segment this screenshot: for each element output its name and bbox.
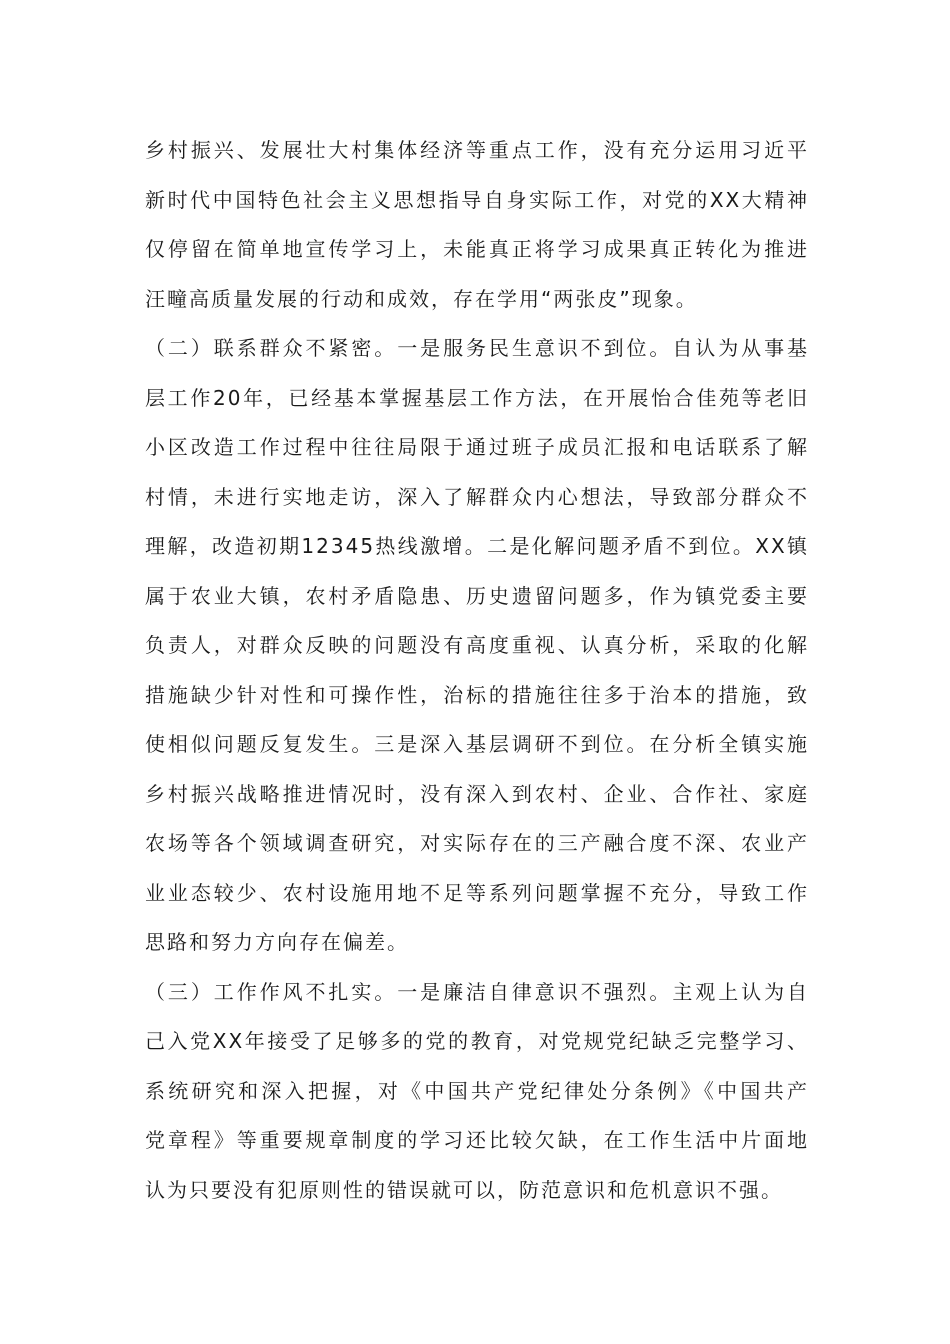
text-line: （三）工作作风不扎实。一是廉洁自律意识不强烈。主观上认为自	[145, 979, 809, 1004]
text-line: 小区改造工作过程中往往局限于通过班子成员汇报和电话联系了解	[145, 435, 809, 459]
text-line: 属于农业大镇，农村矛盾隐患、历史遗留问题多，作为镇党委主要	[145, 583, 809, 608]
text-line: 负责人，对群众反映的问题没有高度重视、认真分析，采取的化解	[145, 633, 809, 657]
text-line: 仅停留在简单地宣传学习上，未能真正将学习成果真正转化为推进	[145, 237, 809, 261]
text-line: 理解，改造初期12345热线激增。二是化解问题矛盾不到位。XX镇	[145, 534, 809, 558]
text-line: 乡村振兴战略推进情况时，没有深入到农村、企业、合作社、家庭	[145, 781, 809, 806]
text-line: 党章程》等重要规章制度的学习还比较欠缺，在工作生活中片面地	[145, 1128, 809, 1152]
text-line: 措施缺少针对性和可操作性，治标的措施往往多于治本的措施，致	[145, 682, 809, 707]
paragraph-section-two	[145, 324, 809, 968]
text-line: 汪疃高质量发展的行动和成效，存在学用“两张皮”现象。	[145, 286, 698, 311]
paragraph-continuation	[145, 126, 809, 324]
text-line: 使相似问题反复发生。三是深入基层调研不到位。在分析全镇实施	[145, 732, 809, 756]
text-line: 乡村振兴、发展壮大村集体经济等重点工作，没有充分运用习近平	[145, 138, 809, 162]
text-line: 系统研究和深入把握，对《中国共产党纪律处分条例》《中国共产	[145, 1078, 809, 1103]
text-line: 新时代中国特色社会主义思想指导自身实际工作，对党的XX大精神	[145, 187, 809, 212]
text-line: 己入党XX年接受了足够多的党的教育，对党规党纪缺乏完整学习、	[145, 1029, 809, 1053]
text-line: 层工作20年，已经基本掌握基层工作方法，在开展怡合佳苑等老旧	[145, 385, 809, 410]
document-body	[145, 126, 809, 1215]
text-line: （二）联系群众不紧密。一是服务民生意识不到位。自认为从事基	[145, 336, 809, 360]
paragraph-section-three	[145, 968, 809, 1216]
text-line: 认为只要没有犯原则性的错误就可以，防范意识和危机意识不强。	[145, 1177, 783, 1202]
text-line: 农场等各个领域调查研究，对实际存在的三产融合度不深、农业产	[145, 831, 809, 855]
text-line: 业业态较少、农村设施用地不足等系列问题掌握不充分，导致工作	[145, 880, 809, 905]
text-line: 村情，未进行实地走访，深入了解群众内心想法，导致部分群众不	[145, 484, 809, 509]
text-line: 思路和努力方向存在偏差。	[145, 930, 409, 954]
